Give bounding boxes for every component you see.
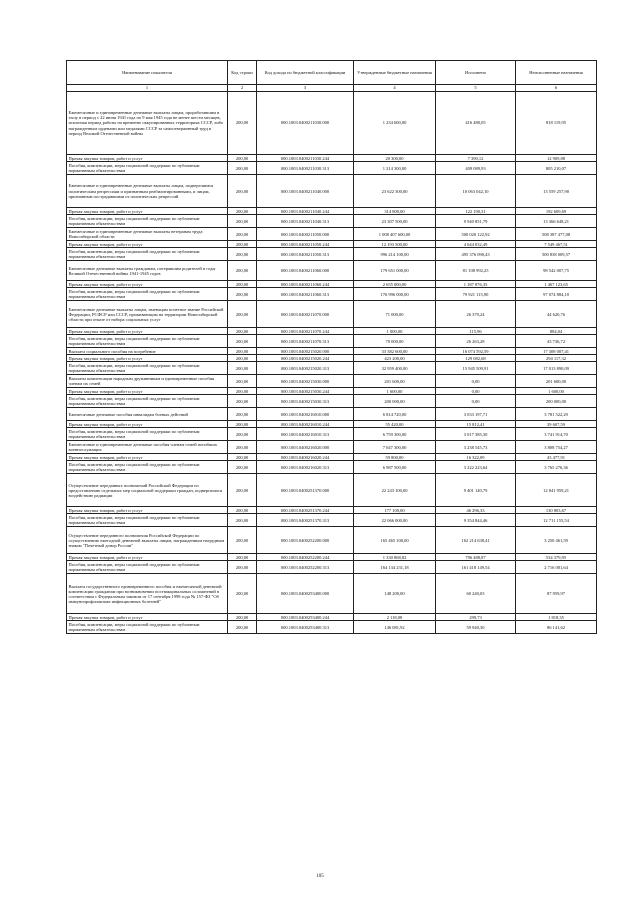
row-approved: 146 081,92	[354, 621, 436, 634]
row-name: Осуществление переданных полномочий Российской Федерации по предоставлению отдельных мер социальной поддержки граждан, подвергшихся воздействию радиации	[67, 474, 228, 507]
row-line-code: 200,00	[228, 388, 257, 395]
row-income-code: 000.1003.0400211030.244	[257, 155, 354, 162]
row-income-code: 000.1003.0400215030.313	[257, 395, 354, 408]
table-row	[67, 561, 597, 574]
row-unexecuted: 2 716 081,64	[516, 561, 597, 574]
column-number: 4	[354, 85, 436, 92]
row-income-code: 000.1003.0400211070.244	[257, 328, 354, 335]
table-row	[67, 288, 597, 301]
table-row	[67, 175, 597, 208]
row-unexecuted: 87 959,97	[516, 574, 597, 614]
table-row	[67, 162, 597, 175]
row-executed: 409 089,93	[436, 162, 516, 175]
row-name: Прочая закупка товаров, работ и услуг	[67, 614, 228, 621]
row-executed: 416 480,05	[436, 92, 516, 155]
row-line-code: 200,00	[228, 574, 257, 614]
row-line-code: 200,00	[228, 561, 257, 574]
row-line-code: 200,00	[228, 454, 257, 461]
row-line-code: 200,00	[228, 301, 257, 328]
table-row	[67, 328, 597, 335]
table-row	[67, 408, 597, 421]
row-name: Пособия, компенсации, меры социальной поддержки по публичным нормативным обязательствам	[67, 162, 228, 175]
row-name: Прочая закупка товаров, работ и услуг	[67, 328, 228, 335]
row-line-code: 200,00	[228, 92, 257, 155]
row-name: Ежемесячные и единовременные денежные выплаты ветеранам труда Новосибирской области	[67, 228, 228, 241]
row-executed: 4 644 032,49	[436, 241, 516, 248]
row-unexecuted: 39 607,59	[516, 421, 597, 428]
row-name: Пособия, компенсации, меры социальной поддержки по публичным нормативным обязательствам	[67, 335, 228, 348]
row-executed: 7 390,12	[436, 155, 516, 162]
table-row	[67, 335, 597, 348]
row-line-code: 200,00	[228, 261, 257, 281]
row-income-code: 000.1003.0400251370.244	[257, 507, 354, 514]
row-unexecuted: 3 741 914,70	[516, 428, 597, 441]
row-income-code: 000.1003.0400211060.000	[257, 261, 354, 281]
column-number: 2	[228, 85, 257, 92]
table-row	[67, 395, 597, 408]
row-executed: 26 263,28	[436, 335, 516, 348]
row-unexecuted: 1 600,00	[516, 388, 597, 395]
header-income-code: Код дохода по бюджетной классификации	[257, 61, 354, 85]
row-name: Пособия, компенсации, меры социальной поддержки по публичным нормативным обязательствам	[67, 561, 228, 574]
row-approved: 176 996 000,00	[354, 288, 436, 301]
row-executed: 796 488,87	[436, 554, 516, 561]
row-approved: 59 800,00	[354, 454, 436, 461]
row-line-code: 200,00	[228, 241, 257, 248]
table-row	[67, 155, 597, 162]
row-name: Пособия, компенсации, меры социальной поддержки по публичным нормативным обязательствам	[67, 248, 228, 261]
row-unexecuted: 43 477,91	[516, 454, 597, 461]
row-approved: 201 600,00	[354, 375, 436, 388]
table-row	[67, 248, 597, 261]
table-row	[67, 621, 597, 634]
row-income-code: 000.1003.0400253400.244	[257, 614, 354, 621]
row-line-code: 200,00	[228, 155, 257, 162]
row-income-code: 000.1003.0400251370.313	[257, 514, 354, 527]
table-row	[67, 241, 597, 248]
row-income-code: 000.1003.0400216010.313	[257, 428, 354, 441]
table-row	[67, 281, 597, 288]
row-approved: 1 330 868,82	[354, 554, 436, 561]
header-unexecuted: Неисполненные назначения	[516, 61, 597, 85]
row-approved: 314 800,00	[354, 208, 436, 215]
row-approved: 164 134 231,18	[354, 561, 436, 574]
row-approved: 1 008 407 600,00	[354, 228, 436, 241]
column-number-row	[67, 85, 597, 92]
row-name: Прочая закупка товаров, работ и услуг	[67, 388, 228, 395]
row-name: Прочая закупка товаров, работ и услуг	[67, 454, 228, 461]
row-executed: 129 082,68	[436, 355, 516, 362]
row-income-code: 000.1003.0400252200.313	[257, 561, 354, 574]
row-executed: 15 812,41	[436, 421, 516, 428]
row-approved: 1 234 600,00	[354, 92, 436, 155]
row-income-code: 000.1003.0400252200.000	[257, 527, 354, 554]
row-income-code: 000.1003.0400215020.000	[257, 348, 354, 355]
table-row	[67, 428, 597, 441]
row-unexecuted: 86 141,62	[516, 621, 597, 634]
table-row	[67, 461, 597, 474]
row-unexecuted: 805 210,07	[516, 162, 597, 175]
row-executed: 9 354 844,46	[436, 514, 516, 527]
row-unexecuted: 44 620,76	[516, 301, 597, 328]
row-executed: 16 074 592,59	[436, 348, 516, 355]
row-name: Прочая закупка товаров, работ и услуг	[67, 155, 228, 162]
row-line-code: 200,00	[228, 348, 257, 355]
row-approved: 55 420,00	[354, 421, 436, 428]
row-income-code: 000.1003.0400216020.313	[257, 461, 354, 474]
row-income-code: 000.1003.0400211070.313	[257, 335, 354, 348]
column-number: 1	[67, 85, 228, 92]
row-unexecuted: 98 542 007,75	[516, 261, 597, 281]
row-line-code: 200,00	[228, 428, 257, 441]
row-approved: 423 200,00	[354, 355, 436, 362]
row-income-code: 000.1003.0400211060.313	[257, 288, 354, 301]
row-executed: 1 187 876,35	[436, 281, 516, 288]
row-name: Осуществление переданного полномочия Российской Федерации по осуществлению ежегодной денежной выплаты лицам, награжденным нагрудным знаком "Почетный донор России"	[67, 527, 228, 554]
row-line-code: 200,00	[228, 527, 257, 554]
row-unexecuted: 508 387 477,08	[516, 228, 597, 241]
table-row	[67, 514, 597, 527]
row-name: Прочая закупка товаров, работ и услуг	[67, 241, 228, 248]
row-line-code: 200,00	[228, 175, 257, 208]
row-executed: 59 940,30	[436, 621, 516, 634]
row-income-code: 000.1003.0400216020.244	[257, 454, 354, 461]
row-executed: 115,96	[436, 328, 516, 335]
row-name: Ежемесячные денежные пособия инвалидам боевых действий	[67, 408, 228, 421]
row-approved: 6 987 500,00	[354, 461, 436, 474]
row-line-code: 200,00	[228, 421, 257, 428]
table-row	[67, 375, 597, 388]
row-approved: 7 047 300,00	[354, 441, 436, 454]
row-approved: 22 066 000,00	[354, 514, 436, 527]
row-line-code: 200,00	[228, 215, 257, 228]
row-income-code: 000.1003.0400211030.313	[257, 162, 354, 175]
row-line-code: 200,00	[228, 288, 257, 301]
row-executed: 26 379,24	[436, 301, 516, 328]
budget-execution-table	[66, 60, 597, 634]
row-unexecuted: 200 000,00	[516, 395, 597, 408]
row-executed: 161 418 149,54	[436, 561, 516, 574]
table-row	[67, 527, 597, 554]
row-name: Выплаты компенсации народным дружинникам и единовременные пособия членам их семей	[67, 375, 228, 388]
row-unexecuted: 12 909,88	[516, 155, 597, 162]
row-name: Прочая закупка товаров, работ и услуг	[67, 208, 228, 215]
row-name: Прочая закупка товаров, работ и услуг	[67, 507, 228, 514]
row-income-code: 000.1003.0400211060.244	[257, 281, 354, 288]
table-row	[67, 215, 597, 228]
row-income-code: 000.1003.0400211040.244	[257, 208, 354, 215]
row-approved: 2 118,08	[354, 614, 436, 621]
row-unexecuted: 534 379,95	[516, 554, 597, 561]
row-executed: 60 240,03	[436, 574, 516, 614]
row-name: Ежемесячные и единовременные денежные выплаты лицам, проработавшим в тылу в период с 22 июня 1941 года по 9 мая 1945 года не менее шести месяцев, исключая период работы на временно оккупированных территориях СССР, либо награжденным орденами или медалями СССР за самоотверженный труд в период Великой Отечественной войны	[67, 92, 228, 155]
row-name: Прочая закупка товаров, работ и услуг	[67, 281, 228, 288]
row-unexecuted: 3 808 754,27	[516, 441, 597, 454]
row-unexecuted: 97 074 884,10	[516, 288, 597, 301]
table-row	[67, 421, 597, 428]
column-number: 5	[436, 85, 516, 92]
table-row	[67, 507, 597, 514]
row-unexecuted: 3 781 522,29	[516, 408, 597, 421]
row-income-code: 000.1003.0400211050.313	[257, 248, 354, 261]
row-income-code: 000.1003.0400211050.000	[257, 228, 354, 241]
row-approved: 2 655 000,00	[354, 281, 436, 288]
row-line-code: 200,00	[228, 248, 257, 261]
row-income-code: 000.1003.0400253400.313	[257, 621, 354, 634]
row-unexecuted: 7 549 467,51	[516, 241, 597, 248]
row-line-code: 200,00	[228, 461, 257, 474]
row-executed: 500 020 122,92	[436, 228, 516, 241]
table-row	[67, 474, 597, 507]
table-row	[67, 355, 597, 362]
header-approved: Утвержденные бюджетные назначения	[354, 61, 436, 85]
row-line-code: 200,00	[228, 355, 257, 362]
row-line-code: 200,00	[228, 328, 257, 335]
row-unexecuted: 500 838 009,57	[516, 248, 597, 261]
row-line-code: 200,00	[228, 514, 257, 527]
row-unexecuted: 201 600,00	[516, 375, 597, 388]
row-executed: 46 296,33	[436, 507, 516, 514]
row-unexecuted: 13 366 648,21	[516, 215, 597, 228]
row-unexecuted: 192 609,69	[516, 208, 597, 215]
row-executed: 3 238 545,73	[436, 441, 516, 454]
row-income-code: 000.1003.0400251370.000	[257, 474, 354, 507]
header-line-code: Код строки	[228, 61, 257, 85]
row-unexecuted: 3 765 276,36	[516, 461, 597, 474]
row-unexecuted: 130 803,67	[516, 507, 597, 514]
table-row	[67, 228, 597, 241]
row-executed: 495 376 090,43	[436, 248, 516, 261]
row-approved: 32 959 400,00	[354, 362, 436, 375]
row-approved: 179 651 000,00	[354, 261, 436, 281]
row-unexecuted: 818 119,95	[516, 92, 597, 155]
row-unexecuted: 17 013 890,09	[516, 362, 597, 375]
row-executed: 0,00	[436, 375, 516, 388]
row-approved: 23 307 500,00	[354, 215, 436, 228]
row-executed: 15 945 509,91	[436, 362, 516, 375]
row-line-code: 200,00	[228, 395, 257, 408]
row-line-code: 200,00	[228, 335, 257, 348]
row-approved: 22 243 100,00	[354, 474, 436, 507]
table-row	[67, 208, 597, 215]
row-name: Ежемесячные денежные выплаты лицам, имеющим почетное звание Российской Федерации, РСФСР или СССР, проживающим на территории Новосибирской области при отказе от набора социальных услуг	[67, 301, 228, 328]
row-name: Пособия, компенсации, меры социальной поддержки по публичным нормативным обязательствам	[67, 288, 228, 301]
table-row	[67, 441, 597, 454]
row-approved: 1 214 300,00	[354, 162, 436, 175]
row-line-code: 200,00	[228, 208, 257, 215]
row-income-code: 000.1003.0400253400.000	[257, 574, 354, 614]
row-name: Пособия, компенсации, меры социальной поддержки по публичным нормативным обязательствам	[67, 215, 228, 228]
row-unexecuted: 43 736,72	[516, 335, 597, 348]
row-unexecuted: 884,04	[516, 328, 597, 335]
row-name: Прочая закупка товаров, работ и услуг	[67, 421, 228, 428]
row-approved: 70 000,00	[354, 335, 436, 348]
row-name: Прочая закупка товаров, работ и услуг	[67, 355, 228, 362]
row-executed: 16 322,09	[436, 454, 516, 461]
row-approved: 33 382 600,00	[354, 348, 436, 355]
row-income-code: 000.1003.0400215020.244	[257, 355, 354, 362]
table-row	[67, 301, 597, 328]
row-executed: 9 940 851,79	[436, 215, 516, 228]
row-line-code: 200,00	[228, 507, 257, 514]
row-income-code: 000.1003.0400215030.244	[257, 388, 354, 395]
column-number: 6	[516, 85, 597, 92]
table-header-row	[67, 61, 597, 85]
row-executed: 81 108 992,25	[436, 261, 516, 281]
row-approved: 148 200,00	[354, 574, 436, 614]
row-approved: 20 300,00	[354, 155, 436, 162]
row-income-code: 000.1003.0400216010.244	[257, 421, 354, 428]
row-income-code: 000.1003.0400215020.313	[257, 362, 354, 375]
table-row	[67, 348, 597, 355]
row-executed: 122 190,31	[436, 208, 516, 215]
row-name: Ежемесячные денежные выплаты гражданам, потерявшим родителей в годы Великой Отечественной войны 1941-1945 годов	[67, 261, 228, 281]
row-approved: 1 000,00	[354, 328, 436, 335]
row-unexecuted: 294 117,32	[516, 355, 597, 362]
row-name: Пособия, компенсации, меры социальной поддержки по публичным нормативным обязательствам	[67, 395, 228, 408]
row-executed: 0,00	[436, 388, 516, 395]
row-executed: 79 921 115,90	[436, 288, 516, 301]
row-unexecuted: 1 467 123,65	[516, 281, 597, 288]
row-line-code: 200,00	[228, 408, 257, 421]
row-executed: 9 401 140,79	[436, 474, 516, 507]
row-approved: 996 214 100,00	[354, 248, 436, 261]
row-name: Выплата социального пособия на погребение	[67, 348, 228, 355]
row-unexecuted: 12 711 155,54	[516, 514, 597, 527]
column-number: 3	[257, 85, 354, 92]
row-line-code: 200,00	[228, 614, 257, 621]
row-income-code: 000.1003.0400216010.000	[257, 408, 354, 421]
row-approved: 12 193 500,00	[354, 241, 436, 248]
table-row	[67, 362, 597, 375]
row-executed: 0,00	[436, 395, 516, 408]
row-income-code: 000.1003.0400216020.000	[257, 441, 354, 454]
row-approved: 71 000,00	[354, 301, 436, 328]
row-unexecuted: 12 841 959,21	[516, 474, 597, 507]
table-body	[67, 92, 597, 634]
row-name: Пособия, компенсации, меры социальной поддержки по публичным нормативным обязательствам	[67, 362, 228, 375]
row-unexecuted: 17 308 007,41	[516, 348, 597, 355]
row-line-code: 200,00	[228, 362, 257, 375]
row-unexecuted: 1 818,35	[516, 614, 597, 621]
row-approved: 6 814 720,00	[354, 408, 436, 421]
row-line-code: 200,00	[228, 281, 257, 288]
table-row	[67, 261, 597, 281]
row-approved: 6 759 300,00	[354, 428, 436, 441]
row-name: Прочая закупка товаров, работ и услуг	[67, 554, 228, 561]
row-approved: 1 600,00	[354, 388, 436, 395]
table-row	[67, 388, 597, 395]
table-row	[67, 614, 597, 621]
row-name: Ежемесячные и единовременные денежные выплаты лицам, подвергшимся политическим репрессиям и признанным реабилитированными, и лицам, признанным пострадавшими от политических репрессий	[67, 175, 228, 208]
page-number: 105	[316, 874, 324, 879]
row-executed: 3 033 197,71	[436, 408, 516, 421]
row-income-code: 000.1003.0400252200.244	[257, 554, 354, 561]
row-name: Ежемесячные и единовременные денежные пособия членам семей погибших военнослужащих	[67, 441, 228, 454]
row-name: Пособия, компенсации, меры социальной поддержки по публичным нормативным обязательствам	[67, 621, 228, 634]
row-approved: 23 622 300,00	[354, 175, 436, 208]
row-income-code: 000.1003.0400211050.244	[257, 241, 354, 248]
table-row	[67, 574, 597, 614]
header-executed: Исполнено	[436, 61, 516, 85]
row-income-code: 000.1003.0400215030.000	[257, 375, 354, 388]
row-line-code: 200,00	[228, 441, 257, 454]
row-income-code: 000.1003.0400211030.000	[257, 92, 354, 155]
row-executed: 3 222 223,64	[436, 461, 516, 474]
row-unexecuted: 13 559 257,90	[516, 175, 597, 208]
header-indicator-name: Наименование показателя	[67, 61, 228, 85]
row-approved: 165 465 100,00	[354, 527, 436, 554]
row-executed: 10 063 042,10	[436, 175, 516, 208]
row-name: Пособия, компенсации, меры социальной поддержки по публичным нормативным обязательствам	[67, 514, 228, 527]
row-executed: 162 214 638,41	[436, 527, 516, 554]
row-approved: 177 100,00	[354, 507, 436, 514]
row-executed: 3 017 385,30	[436, 428, 516, 441]
row-name: Выплата государственного единовременного пособия и ежемесячной денежной компенсации гражданам при возникновении поствакцинальных осложнений в соответствии с Федеральным законом от 17 сентября 1998 года № 157-ФЗ "Об иммунопрофилактике инфекционных болезней"	[67, 574, 228, 614]
table-row	[67, 554, 597, 561]
row-line-code: 200,00	[228, 228, 257, 241]
row-name: Пособия, компенсации, меры социальной поддержки по публичным нормативным обязательствам	[67, 428, 228, 441]
row-unexecuted: 3 250 461,59	[516, 527, 597, 554]
row-line-code: 200,00	[228, 621, 257, 634]
row-line-code: 200,00	[228, 554, 257, 561]
table-row	[67, 92, 597, 155]
row-line-code: 200,00	[228, 375, 257, 388]
row-line-code: 200,00	[228, 474, 257, 507]
row-income-code: 000.1003.0400211070.000	[257, 301, 354, 328]
row-income-code: 000.1003.0400211040.000	[257, 175, 354, 208]
row-approved: 200 000,00	[354, 395, 436, 408]
table-row	[67, 454, 597, 461]
row-executed: 299,73	[436, 614, 516, 621]
row-line-code: 200,00	[228, 162, 257, 175]
row-income-code: 000.1003.0400211040.313	[257, 215, 354, 228]
row-name: Пособия, компенсации, меры социальной поддержки по публичным нормативным обязательствам	[67, 461, 228, 474]
